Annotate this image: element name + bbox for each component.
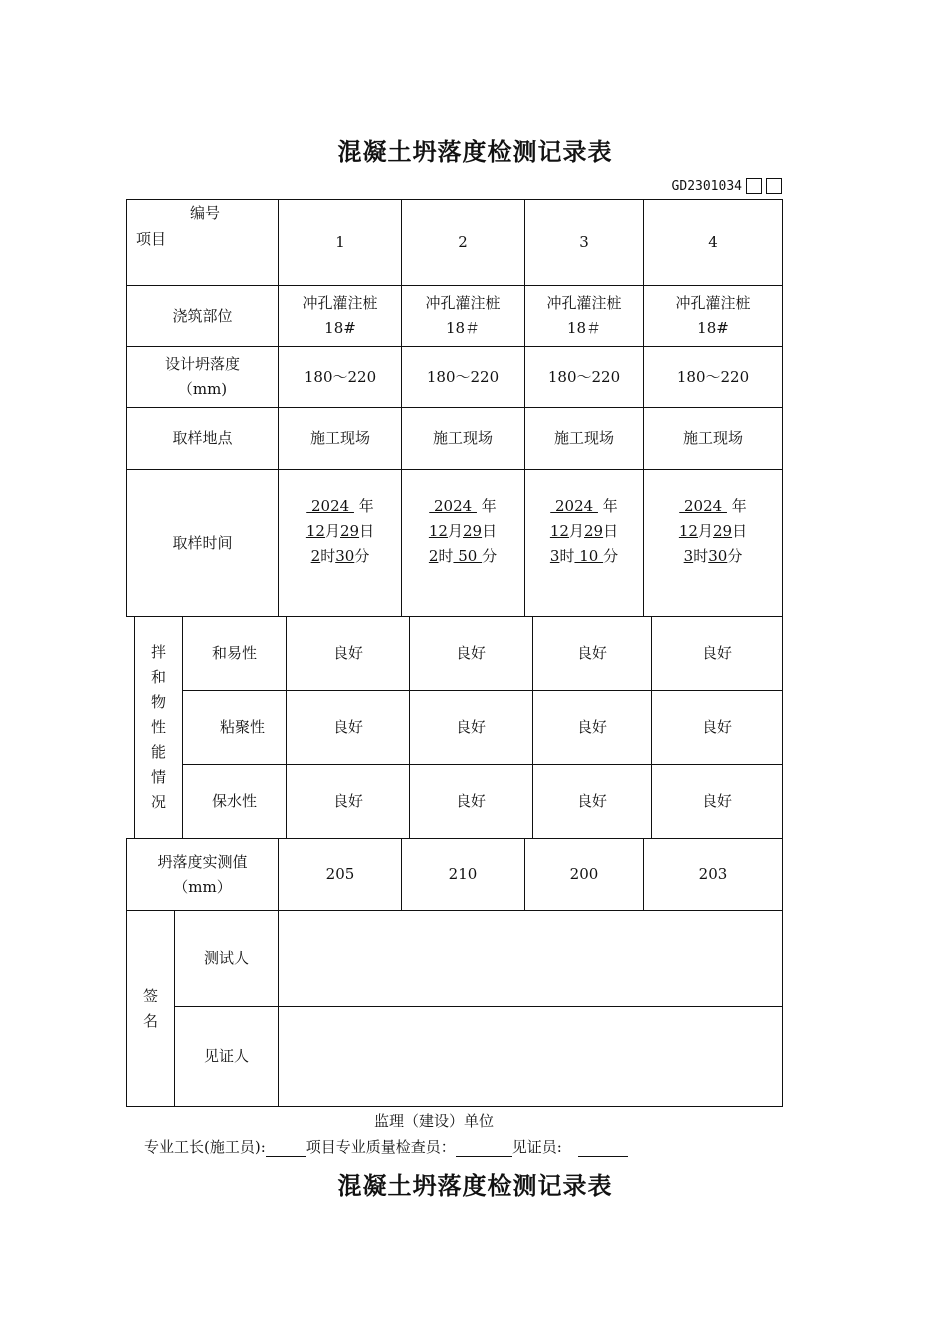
row-label-sample-place: 取样地点 [172,429,233,447]
pour-location-3: 冲孔灌注桩 18＃ [546,294,622,337]
foreman-label: 专业工长(施工员): [144,1138,266,1156]
supervision-unit: 监理（建设）单位 [374,1112,495,1130]
water-retention-4: 良好 [701,792,732,810]
col-number-2: 2 [458,233,468,251]
design-slump-3: 180～220 [547,367,621,386]
design-slump-4: 180～220 [676,367,750,386]
workability-2: 良好 [455,644,486,662]
sample-place-3: 施工现场 [553,429,614,447]
col-number-3: 3 [579,233,589,251]
witness-member-blank[interactable] [578,1142,628,1157]
corner-item-label: 项目 [136,230,167,248]
measured-slump-3: 200 [569,865,599,883]
cohesion-4: 良好 [701,718,732,736]
cohesion-2: 良好 [455,718,486,736]
checkbox-2[interactable] [766,178,782,194]
sign-group-label: 签 名 [142,986,158,1030]
mix-group-label: 拌 和 物 性 能 情 况 [150,643,166,811]
foreman-blank[interactable] [266,1142,306,1157]
sample-time-2: 2024 年 12月29日 2时 50 分 [428,497,498,565]
sample-time-4: 2024 年 12月29日 3时30分 [678,497,748,565]
workability-1: 良好 [332,644,363,662]
mix-label-cohesion: 粘聚性 [219,718,265,736]
design-slump-1: 180～220 [303,367,377,386]
pour-location-1: 冲孔灌注桩 18# [302,294,378,337]
measured-slump-4: 203 [698,865,728,883]
witness-signature-field[interactable] [279,1007,782,1106]
page-title: 混凝土坍落度检测记录表 [337,137,613,166]
workability-4: 良好 [701,644,732,662]
pour-location-2: 冲孔灌注桩 18＃ [425,294,501,337]
sign-label-tester: 测试人 [203,949,249,967]
next-page-title: 混凝土坍落度检测记录表 [337,1171,613,1200]
row-label-pour-location: 浇筑部位 [172,306,233,325]
sign-label-witness: 见证人 [203,1047,249,1065]
row-label-measured-slump: 坍落度实测值 （mm） [157,852,248,896]
design-slump-2: 180～220 [426,367,500,386]
water-retention-3: 良好 [576,792,607,810]
corner-number-label: 编号 [190,204,221,222]
cohesion-1: 良好 [332,718,363,736]
sample-place-4: 施工现场 [682,429,743,447]
sample-place-1: 施工现场 [309,429,370,447]
measured-slump-2: 210 [448,865,478,883]
col-number-1: 1 [335,233,345,251]
measured-slump-1: 205 [325,865,355,883]
sample-time-3: 2024 年 12月29日 3时 10 分 [549,497,619,565]
col-number-4: 4 [708,233,718,251]
inspector-label: 项目专业质量检查员： [305,1138,456,1156]
form-code [600,178,782,194]
form-code-text: GD2301034 [671,178,742,194]
footer-signatures [144,1136,628,1157]
inspector-blank[interactable] [456,1142,512,1157]
water-retention-1: 良好 [332,792,363,810]
cohesion-3: 良好 [576,718,607,736]
row-label-sample-time: 取样时间 [172,533,233,552]
mix-label-workability: 和易性 [211,644,257,662]
row-label-design-slump: 设计坍落度 （mm) [164,355,240,398]
checkbox-1[interactable] [746,178,762,194]
mix-label-water-retention: 保水性 [211,792,257,810]
sample-time-1: 2024 年 12月29日 2时30分 [305,497,375,565]
workability-3: 良好 [576,644,607,662]
water-retention-2: 良好 [455,792,486,810]
pour-location-4: 冲孔灌注桩 18# [675,294,751,337]
witness-member-label: 见证员: [511,1138,562,1156]
tester-signature-field[interactable] [279,911,782,1006]
sample-place-2: 施工现场 [432,429,493,447]
